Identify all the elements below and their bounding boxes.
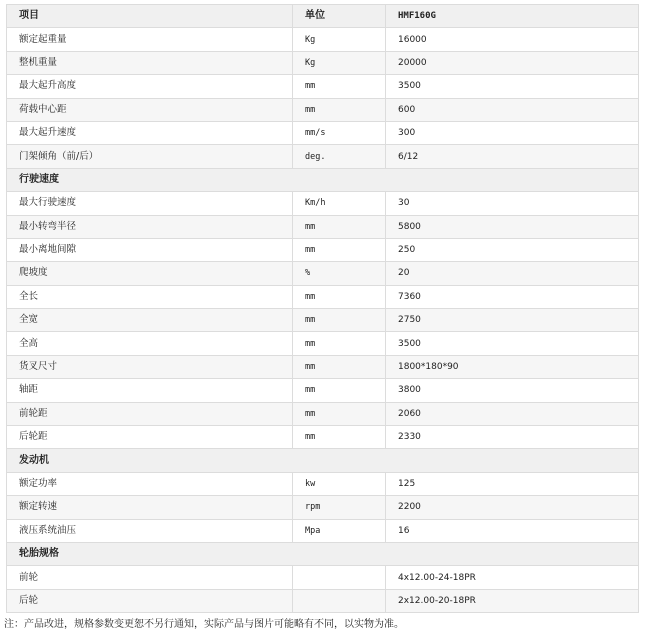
section-title: 发动机 [7, 449, 639, 472]
table-row [7, 309, 639, 332]
row-unit [293, 589, 386, 612]
row-value: 3500 [386, 75, 639, 98]
table-row [7, 75, 639, 98]
table-row [7, 121, 639, 144]
row-value: 3800 [386, 379, 639, 402]
table-row [7, 519, 639, 542]
row-value: 125 [386, 472, 639, 495]
row-value: 3500 [386, 332, 639, 355]
table-header-row [7, 5, 639, 28]
row-value: 16 [386, 519, 639, 542]
table-row [7, 192, 639, 215]
row-name: 门架倾角（前/后） [7, 145, 293, 168]
table-row [7, 402, 639, 425]
row-value: 300 [386, 121, 639, 144]
table-row [7, 238, 639, 261]
table-row [7, 566, 639, 589]
row-name: 前轮距 [7, 402, 293, 425]
row-name: 额定起重量 [7, 28, 293, 51]
header-model: HMF160G [386, 5, 639, 28]
row-value: 30 [386, 192, 639, 215]
table-row [7, 98, 639, 121]
row-unit: mm [293, 309, 386, 332]
row-unit: mm [293, 98, 386, 121]
row-unit: kw [293, 472, 386, 495]
row-name: 荷载中心距 [7, 98, 293, 121]
table-row [7, 285, 639, 308]
table-row [7, 379, 639, 402]
row-name: 爬坡度 [7, 262, 293, 285]
row-name: 最小转弯半径 [7, 215, 293, 238]
table-row [7, 472, 639, 495]
row-unit: mm [293, 285, 386, 308]
row-unit: Mpa [293, 519, 386, 542]
table-row [7, 426, 639, 449]
row-value: 2750 [386, 309, 639, 332]
row-name: 前轮 [7, 566, 293, 589]
row-value: 600 [386, 98, 639, 121]
row-unit: deg. [293, 145, 386, 168]
table-row [7, 145, 639, 168]
row-name: 后轮距 [7, 426, 293, 449]
table-row [7, 589, 639, 612]
row-name: 液压系统油压 [7, 519, 293, 542]
row-name: 整机重量 [7, 51, 293, 74]
row-name: 额定功率 [7, 472, 293, 495]
row-value: 5800 [386, 215, 639, 238]
row-value: 2x12.00-20-18PR [386, 589, 639, 612]
footnote: 注：产品改进，规格参数变更恕不另行通知，实际产品与图片可能略有不同，以实物为准。 [4, 619, 404, 630]
row-unit: % [293, 262, 386, 285]
row-unit: mm [293, 379, 386, 402]
header-unit: 单位 [293, 5, 386, 28]
row-unit: mm [293, 426, 386, 449]
table-row [7, 51, 639, 74]
table-row [7, 215, 639, 238]
section-header-row [7, 168, 639, 191]
section-header-row [7, 449, 639, 472]
row-name: 轴距 [7, 379, 293, 402]
row-name: 全高 [7, 332, 293, 355]
row-name: 最大起升速度 [7, 121, 293, 144]
row-value: 1800*180*90 [386, 355, 639, 378]
table-row [7, 28, 639, 51]
row-unit: mm [293, 402, 386, 425]
row-value: 6/12 [386, 145, 639, 168]
row-name: 最小离地间隙 [7, 238, 293, 261]
row-unit: Km/h [293, 192, 386, 215]
table-row [7, 332, 639, 355]
row-unit: mm [293, 75, 386, 98]
row-value: 2330 [386, 426, 639, 449]
row-unit: mm [293, 355, 386, 378]
row-value: 20000 [386, 51, 639, 74]
table-row [7, 496, 639, 519]
section-title: 行驶速度 [7, 168, 639, 191]
table-row [7, 355, 639, 378]
row-unit: mm [293, 332, 386, 355]
row-name: 全长 [7, 285, 293, 308]
row-name: 全宽 [7, 309, 293, 332]
row-unit: mm/s [293, 121, 386, 144]
section-title: 轮胎规格 [7, 542, 639, 565]
row-value: 20 [386, 262, 639, 285]
row-unit: mm [293, 215, 386, 238]
spec-table [6, 4, 639, 613]
row-value: 16000 [386, 28, 639, 51]
row-unit: mm [293, 238, 386, 261]
spec-table-body [7, 5, 639, 613]
row-name: 最大起升高度 [7, 75, 293, 98]
row-value: 2200 [386, 496, 639, 519]
row-value: 250 [386, 238, 639, 261]
row-unit: rpm [293, 496, 386, 519]
row-name: 后轮 [7, 589, 293, 612]
row-unit: Kg [293, 28, 386, 51]
row-name: 货叉尺寸 [7, 355, 293, 378]
section-header-row [7, 542, 639, 565]
table-row [7, 262, 639, 285]
row-value: 2060 [386, 402, 639, 425]
row-name: 最大行驶速度 [7, 192, 293, 215]
row-unit [293, 566, 386, 589]
row-value: 7360 [386, 285, 639, 308]
row-name: 额定转速 [7, 496, 293, 519]
header-item: 项目 [7, 5, 293, 28]
row-value: 4x12.00-24-18PR [386, 566, 639, 589]
row-unit: Kg [293, 51, 386, 74]
